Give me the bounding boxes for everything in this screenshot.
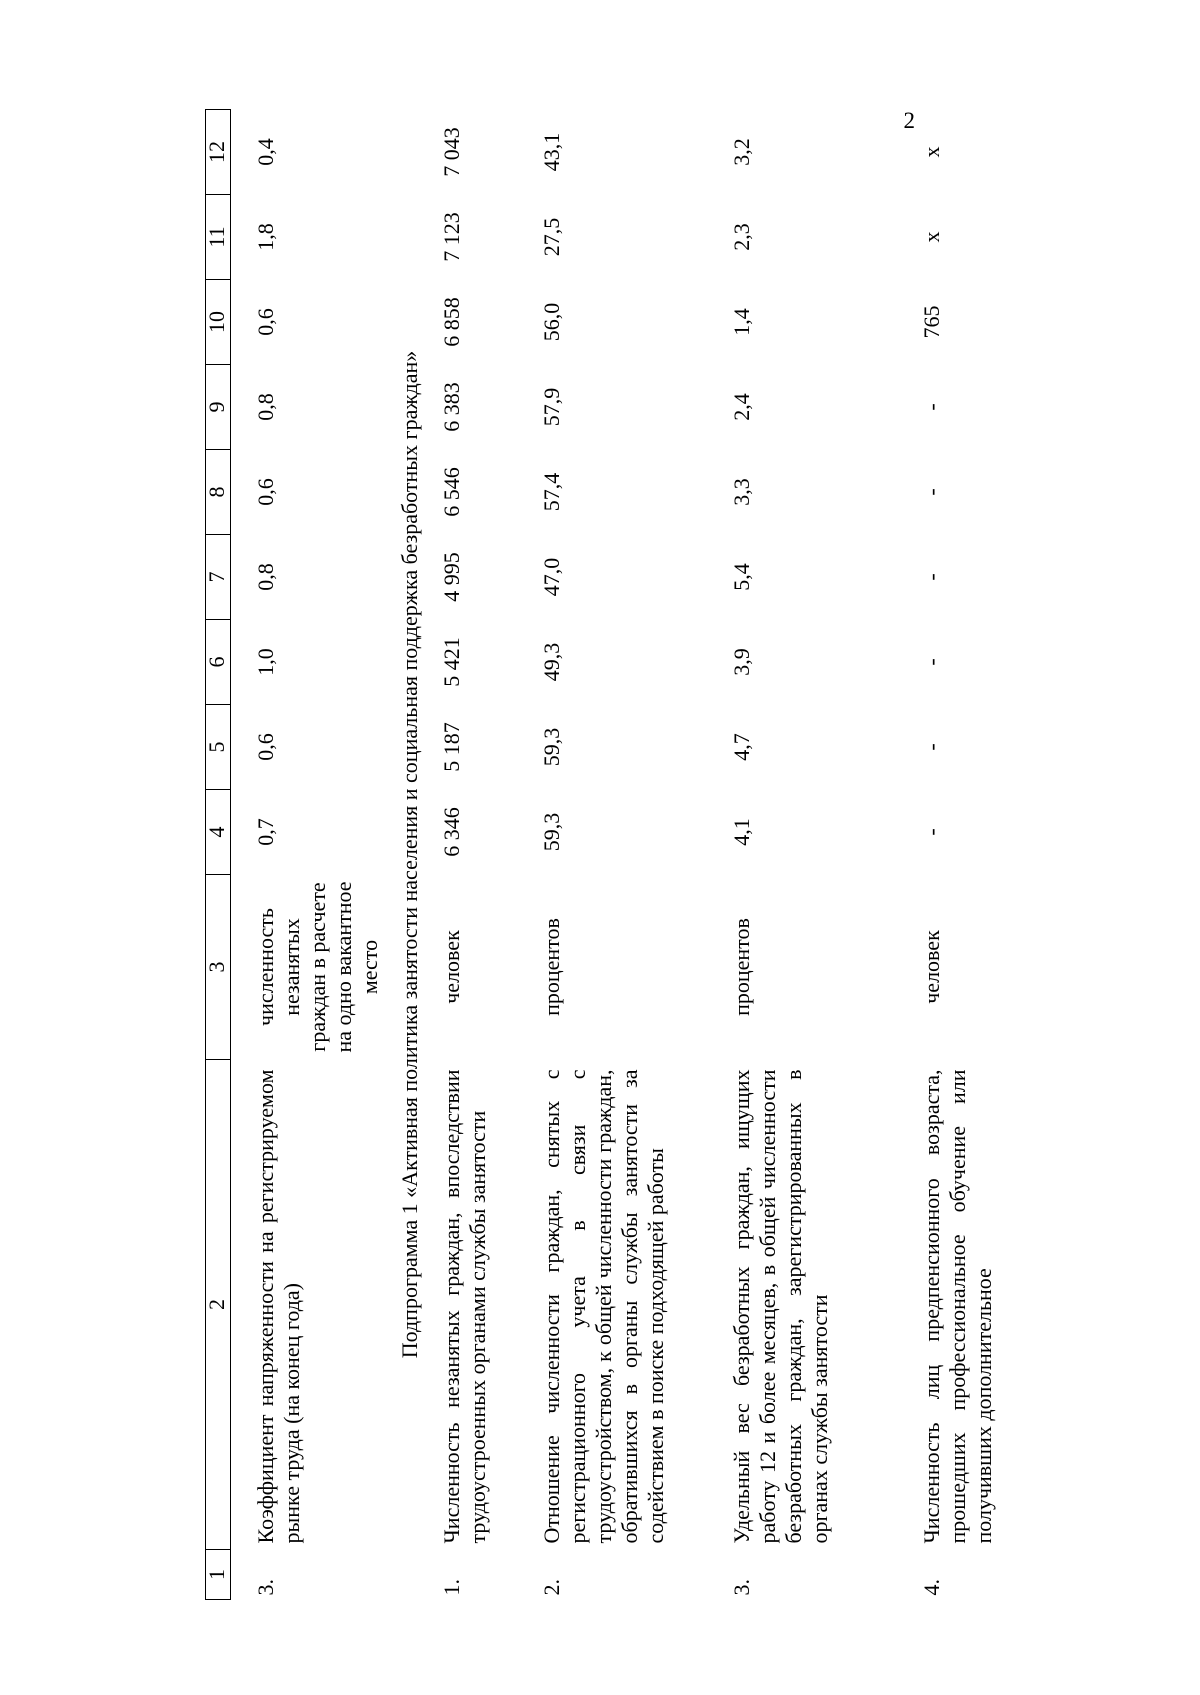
table-row [539,110,729,1600]
col-header: 5 [206,705,231,790]
value-cell: 3,9 [729,648,754,676]
unit-of-measure: процентов [729,918,754,1016]
value-cell: 1,4 [729,308,754,336]
value-cell: 7 123 [439,212,464,262]
value-cell: 5 421 [439,637,464,687]
value-cell: 4,7 [729,733,754,761]
row-index: 1. [439,1579,464,1596]
table-row [439,110,539,1600]
value-cell: - [919,573,944,581]
value-cell: - [919,488,944,496]
value-cell: 765 [919,305,944,339]
value-cell: 4 995 [439,552,464,602]
col-header: 4 [206,790,231,875]
indicator-name: Коэффициент напряженности на регистрируемом рынке труда (на конец года) [253,1069,304,1544]
page-number: 2 [903,108,915,133]
value-cell: 3,2 [729,138,754,166]
value-cell: 0,6 [253,478,278,506]
indicator-name: Численность лиц предпенсионного возраста, прошедших профессиональное обучение или получивших дополнительное [919,1069,996,1544]
value-cell: 4,1 [729,818,754,846]
value-cell: 2,3 [729,223,754,251]
value-cell: 3,3 [729,478,754,506]
rows-before-subprogram [253,110,383,1600]
table-row [919,110,1029,1600]
value-cell: 0,7 [253,818,278,846]
value-cell: х [919,231,944,243]
value-cell: 49,3 [539,642,564,682]
row-index: 3. [253,1579,278,1596]
row-index: 2. [539,1579,564,1596]
col-header: 2 [206,1060,231,1550]
value-cell: 1,8 [253,223,278,251]
value-cell: 59,3 [539,727,564,767]
value-cell: 47,0 [539,557,564,597]
value-cell: 27,5 [539,217,564,257]
value-cell: 59,3 [539,812,564,852]
value-cell: 0,6 [253,733,278,761]
col-header: 8 [206,450,231,535]
value-cell: 0,8 [253,393,278,421]
value-cell: 2,4 [729,393,754,421]
col-header: 12 [206,110,231,195]
table-row [253,110,383,1600]
indicator-name: Удельный вес безработных граждан, ищущих работу 12 и более месяцев, в общей численности безработных граждан, зарегистрированных в органах службы занятости [729,1069,832,1544]
unit-of-measure: человек [919,930,944,1004]
unit-of-measure: процентов [539,918,564,1016]
value-cell: 6 383 [439,382,464,432]
unit-of-measure: численность незанятых граждан в расчете на одно вакантное место [253,881,382,1053]
col-header: 6 [206,620,231,705]
row-index: 3. [729,1579,754,1596]
col-header: 10 [206,280,231,365]
subprogram-heading-row [383,110,439,1600]
row-index: 4. [919,1579,944,1596]
rows-after-subprogram [439,110,1029,1600]
value-cell: 0,4 [253,138,278,166]
col-header: 9 [206,365,231,450]
value-cell: 7 043 [439,127,464,177]
indicator-name: Численность незанятых граждан, впоследствии трудоустроенных органами службы занятости [439,1069,490,1544]
unit-of-measure: человек [439,930,464,1004]
subprogram-title: Подпрограмма 1 «Активная политика занятости населения и социальная поддержка безработных граждан» [397,350,422,1359]
indicators-table [205,109,1029,1600]
value-cell: 57,9 [539,387,564,427]
indicator-name: Отношение численности граждан, снятых с регистрационного учета в связи с трудоустройством, к общей численности граждан, обратившихся в органы службы занятости за содействием в поиске подходящей работы [539,1069,668,1544]
value-cell: 57,4 [539,472,564,512]
rotated-table-container [205,120,1010,1600]
col-header: 7 [206,535,231,620]
value-cell: 5 187 [439,722,464,772]
col-header: 11 [206,195,231,280]
value-cell: 6 858 [439,297,464,347]
value-cell: 43,1 [539,132,564,172]
table-row [729,110,919,1600]
value-cell: 1,0 [253,648,278,676]
value-cell: 6 546 [439,467,464,517]
value-cell: 5,4 [729,563,754,591]
value-cell: 6 346 [439,807,464,857]
value-cell: - [919,743,944,751]
value-cell: - [919,828,944,836]
column-number-header [206,110,231,1600]
col-header: 1 [206,1550,231,1600]
value-cell: 0,6 [253,308,278,336]
value-cell: 56,0 [539,302,564,342]
value-cell: - [919,403,944,411]
value-cell: - [919,658,944,666]
value-cell: 0,8 [253,563,278,591]
value-cell: х [919,146,944,158]
col-header: 3 [206,875,231,1060]
